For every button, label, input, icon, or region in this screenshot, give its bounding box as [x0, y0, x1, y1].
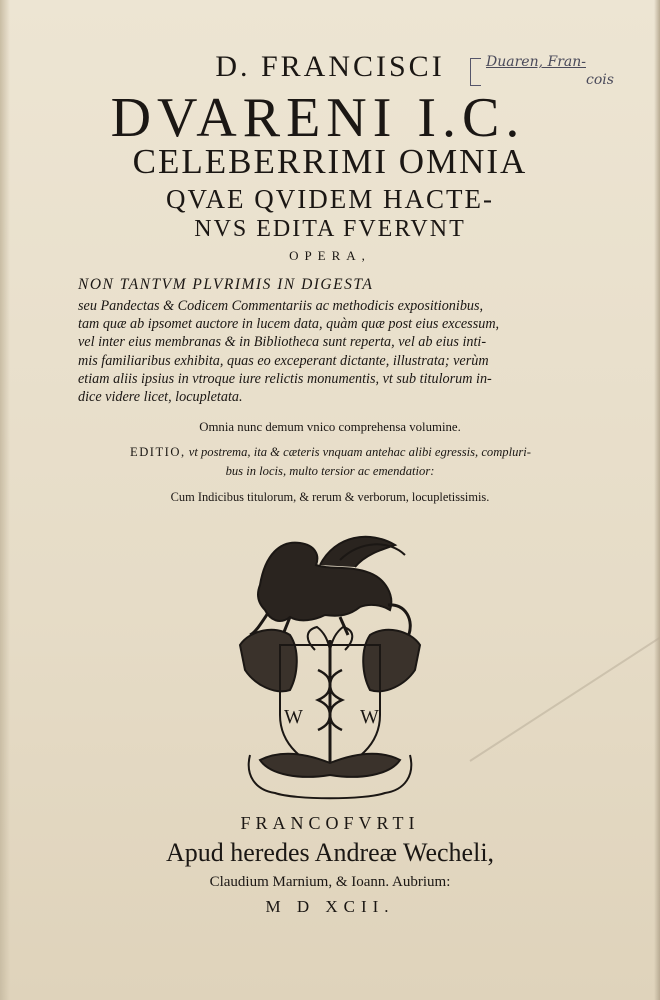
- description-line-6: etiam aliis ipsius in vtroque iure relictis monumentis, vt sub titulorum in-: [78, 371, 492, 387]
- title-line-1: D. FRANCISCI: [215, 50, 445, 83]
- description-line-1: NON TANTVM PLVRIMIS IN DIGESTA: [78, 276, 374, 293]
- imprint-year: M D XCII.: [265, 897, 395, 916]
- cornucopia-right-icon: [363, 630, 420, 692]
- title-line-4: QVAE QVIDEM HACTE-: [166, 184, 494, 214]
- imprint-printers: Claudium Marnium, & Ioann. Aubrium:: [209, 874, 451, 890]
- title-line-3: CELEBERRIMI OMNIA: [132, 142, 528, 181]
- editio-lead: EDITIO,: [130, 445, 186, 459]
- editio-line-1: [130, 445, 550, 460]
- cornucopia-left-icon: [240, 630, 297, 692]
- imprint-publisher: Apud heredes Andreæ Wecheli,: [165, 838, 495, 867]
- description-line-3: tam quæ ab ipsomet auctore in lucem data, quàm quæ post eius excessum,: [78, 316, 500, 332]
- editio-line-2: [0, 464, 660, 479]
- svg-text:W: W: [284, 706, 303, 728]
- indices-line: Cum Indicibus titulorum, & rerum & verborum, locupletissimis.: [170, 490, 490, 504]
- description-line-4: vel inter eius membranas & in Bibliotheca sunt reperta, vel ab eius inti-: [78, 334, 487, 350]
- title-author-name: DVARENI I.C.: [110, 87, 526, 149]
- title-line-5: NVS EDITA FVERVNT: [194, 216, 466, 242]
- handwritten-note: [478, 54, 648, 104]
- handwritten-note-line-1: Duaren, Fran-: [486, 54, 586, 70]
- svg-text:W: W: [360, 706, 379, 728]
- description-line-7: dice videre licet, locupletata.: [78, 389, 243, 405]
- title-line-6: OPERA,: [289, 248, 371, 263]
- printers-device-emblem: [220, 525, 440, 805]
- handwritten-note-line-2: cois: [586, 72, 614, 88]
- editio-text-2: bus in locis, multo tersior ac emendatior:: [225, 464, 435, 478]
- omnia-line: Omnia nunc demum vnico comprehensa volumine.: [199, 420, 461, 434]
- paper-crease: [469, 619, 660, 762]
- editio-text-1: vt postrema, ita & cæteris vnquam antehac alibi egressis, compluri-: [185, 445, 531, 459]
- imprint-city: FRANCOFVRTI: [240, 813, 420, 833]
- description-line-5: mis familiaribus exhibita, quas eo exceperant dictante, illustrata; verùm: [78, 353, 489, 369]
- description-line-2: seu Pandectas & Codicem Commentariis ac methodicis expositionibus,: [78, 298, 484, 314]
